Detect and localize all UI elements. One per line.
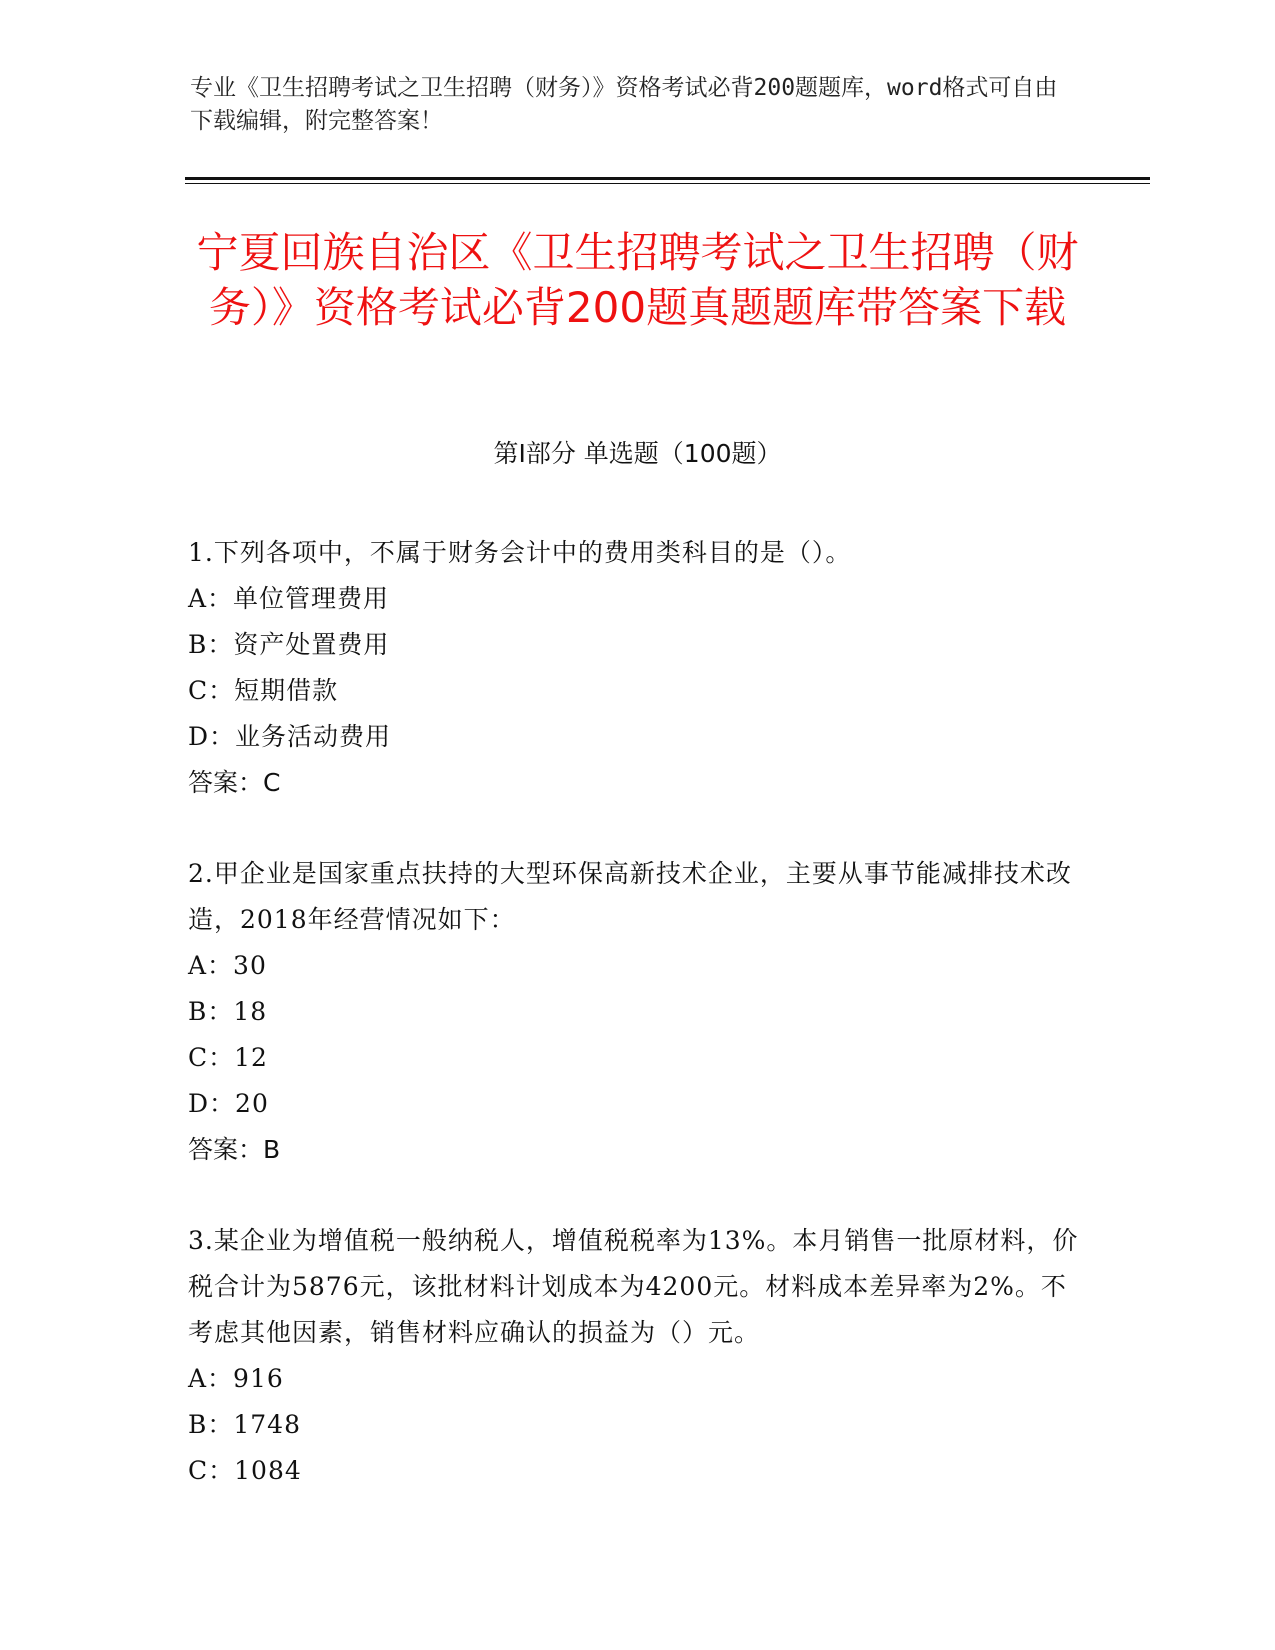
header-rule-thin <box>185 183 1150 184</box>
option-a: A：30 <box>188 951 267 980</box>
option-a: A：916 <box>188 1364 284 1393</box>
option-d: D：业务活动费用 <box>188 722 392 751</box>
option-d: D：20 <box>188 1089 269 1118</box>
option-b: B：资产处置费用 <box>188 630 390 659</box>
option-a: A：单位管理费用 <box>188 584 390 613</box>
question-stem: 1.下列各项中，不属于财务会计中的费用类科目的是（）。 <box>188 538 852 567</box>
header-rule-thick <box>185 177 1150 180</box>
header-note: 专业《卫生招聘考试之卫生招聘（财务）》资格考试必背200题题库，word格式可自由下载编辑，附完整答案！ <box>190 75 1058 134</box>
answer: 答案：B <box>188 1135 281 1164</box>
option-c: C：短期借款 <box>188 676 339 705</box>
option-b: B：18 <box>188 997 268 1026</box>
document-title: 宁夏回族自治区《卫生招聘考试之卫生招聘（财务）》资格考试必背200题真题题库带答案下载 <box>196 228 1079 332</box>
question-stem: 3.某企业为增值税一般纳税人，增值税税率为13%。本月销售一批原材料，价税合计为5876元，该批材料计划成本为4200元。材料成本差异率为2%。不考虑其他因素，销售材料应确认的损益为（）元。 <box>188 1226 1079 1347</box>
question-1 <box>188 530 1088 806</box>
question-3 <box>188 1218 1088 1494</box>
answer: 答案：C <box>188 768 281 797</box>
section-title: 第Ⅰ部分 单选题（100题） <box>493 439 782 468</box>
question-list <box>188 530 1088 1539</box>
option-b: B：1748 <box>188 1410 301 1439</box>
question-2 <box>188 851 1088 1173</box>
option-c: C：12 <box>188 1043 268 1072</box>
question-stem: 2.甲企业是国家重点扶持的大型环保高新技术企业，主要从事节能减排技术改造，2018年经营情况如下： <box>188 859 1072 934</box>
option-c: C：1084 <box>188 1456 302 1485</box>
